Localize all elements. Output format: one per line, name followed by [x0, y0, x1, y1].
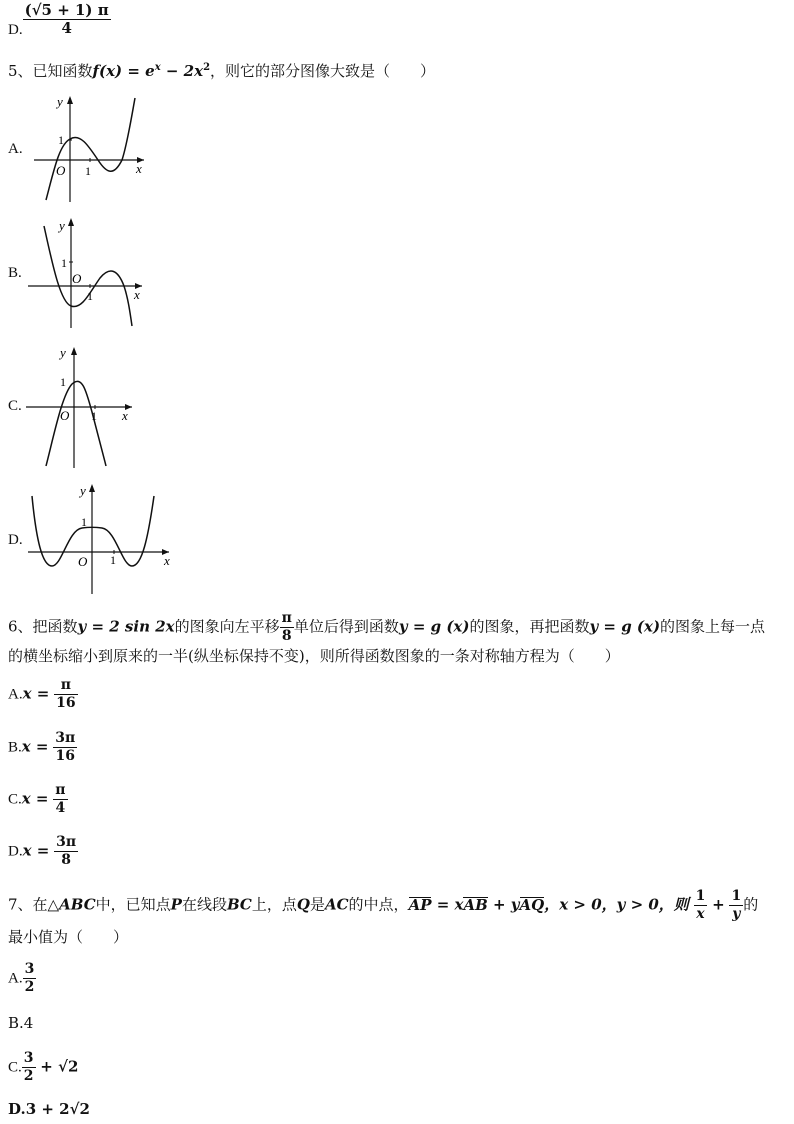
- q6-function-2: y = g (x): [398, 617, 470, 636]
- q6-function-1: y = 2 sin 2x: [77, 617, 175, 636]
- q6-option-c[interactable]: [8, 782, 68, 817]
- fraction-numerator: 1: [695, 888, 706, 904]
- q5-option-a-label[interactable]: A.: [8, 141, 23, 157]
- q7-stem-line1: [8, 888, 758, 923]
- q5-option-d-label[interactable]: D.: [8, 532, 23, 548]
- q7-fraction-1-over-x: [694, 888, 708, 923]
- q7-fraction-1-over-y: [729, 888, 743, 923]
- q7-option-d[interactable]: D.3 + 2√2: [8, 1100, 90, 1118]
- x-axis-label: x: [164, 553, 170, 568]
- y-one-label: 1: [60, 375, 66, 389]
- option-fraction: [54, 834, 78, 869]
- q7-text-b: 中，已知点: [95, 895, 171, 914]
- option-label: C.: [8, 1059, 22, 1076]
- q5-option-d-graph[interactable]: [24, 478, 179, 598]
- fraction-numerator: 3: [24, 961, 35, 977]
- y-one-label: 1: [81, 515, 87, 529]
- origin-label: O: [72, 271, 82, 286]
- q5-option-c-label[interactable]: C.: [8, 398, 22, 414]
- q6-option-b[interactable]: [8, 730, 77, 765]
- fraction-denominator: y: [729, 905, 743, 923]
- option-label: C.: [8, 791, 22, 808]
- q7-equals-x: = x: [431, 895, 464, 914]
- x-axis-label: x: [136, 161, 142, 176]
- origin-label: O: [60, 408, 70, 423]
- fraction-numerator: 3π: [56, 834, 77, 850]
- q7-vector-aq: AQ: [519, 895, 545, 914]
- y-axis-label: y: [80, 483, 86, 498]
- x-one-label: 1: [87, 289, 93, 303]
- q7-text-d: 上，点: [251, 895, 297, 914]
- y-one-label: 1: [61, 256, 67, 270]
- q6-text-a: 6、把函数: [8, 617, 78, 636]
- q7-conditions: ，x > 0，y > 0，则: [544, 895, 689, 914]
- y-axis-label: y: [60, 345, 66, 360]
- q7-vector-ab: AB: [463, 895, 488, 914]
- fraction-denominator: 8: [280, 627, 294, 645]
- fraction-numerator: 1: [731, 888, 742, 904]
- fraction-numerator: π: [60, 677, 71, 693]
- q6-text-d: 的图象，再把函数: [469, 617, 590, 636]
- fraction-denominator: 16: [56, 695, 76, 711]
- x-one-label: 1: [85, 164, 91, 178]
- q7-text-f: 的中点，: [348, 895, 409, 914]
- option-fraction: [53, 730, 77, 765]
- q7-plus-y: + y: [487, 895, 520, 914]
- option-lhs: x =: [21, 789, 49, 808]
- y-one-label: 1: [58, 133, 64, 147]
- q7-point-p: P: [170, 895, 182, 914]
- option-label: A.: [8, 686, 23, 703]
- y-axis-label: y: [57, 94, 63, 109]
- q6-text-b: 的图象向左平移: [174, 617, 280, 636]
- q6-option-a[interactable]: [8, 677, 78, 712]
- x-axis-label: x: [122, 408, 128, 423]
- option-fraction: [54, 677, 77, 712]
- q7-text-e: 是: [309, 895, 325, 914]
- fraction-denominator: 4: [23, 19, 111, 37]
- q7-triangle-abc: ABC: [59, 895, 96, 914]
- q6-text-e: 的图象上每一点: [660, 617, 766, 636]
- option-rest: + √2: [40, 1057, 79, 1076]
- fraction-numerator: 3: [23, 1050, 34, 1066]
- q7-stem-line2: 最小值为（ ）: [8, 928, 129, 946]
- q6-stem-line1: [8, 610, 765, 645]
- q7-text-g: 的: [743, 895, 759, 914]
- x-axis-label: x: [134, 287, 140, 302]
- q6-text-c: 单位后得到函数: [293, 617, 399, 636]
- q5-option-b-label[interactable]: B.: [8, 265, 22, 281]
- q7-point-q: Q: [296, 895, 310, 914]
- x-one-label: 1: [91, 409, 97, 423]
- x-one-label: 1: [110, 553, 116, 567]
- fraction-denominator: 8: [54, 851, 78, 869]
- q7-plus-sign: +: [712, 895, 725, 914]
- option-label: B.: [8, 739, 22, 756]
- q5-stem: [8, 60, 435, 81]
- option-lhs: x =: [21, 737, 49, 756]
- q6-shift-fraction: [280, 610, 294, 645]
- fraction-numerator: π: [281, 610, 292, 626]
- y-axis-label: y: [59, 218, 65, 233]
- q7-option-c[interactable]: [8, 1050, 78, 1085]
- option-lhs: x =: [22, 841, 50, 860]
- q5-prefix: 5、已知函数: [8, 62, 93, 80]
- q4-option-d-fraction: [23, 2, 111, 37]
- q7-option-b[interactable]: B.4: [8, 1014, 34, 1032]
- q5-suffix: ，则它的部分图像大致是（ ）: [210, 62, 436, 80]
- option-fraction: [22, 1050, 36, 1085]
- q6-function-3: y = g (x): [589, 617, 661, 636]
- q7-segment-bc: BC: [226, 895, 252, 914]
- q7-text-c: 在线段: [181, 895, 227, 914]
- fraction-numerator: (√5 + 1) π: [24, 1, 109, 19]
- fraction-numerator: 3π: [55, 730, 76, 746]
- q5-exponent-x: x: [154, 62, 161, 73]
- q4-option-d[interactable]: [8, 2, 111, 37]
- q5-option-c-graph[interactable]: [24, 340, 139, 470]
- q6-stem-line2: 的横坐标缩小到原来的一半(纵坐标保持不变)，则所得函数图象的一条对称轴方程为（ ）: [8, 647, 620, 665]
- q7-segment-ac: AC: [324, 895, 349, 914]
- fraction-numerator: π: [55, 782, 66, 798]
- q5-option-a-graph[interactable]: [24, 90, 154, 205]
- q7-vector-ap: AP: [408, 895, 432, 914]
- fraction-denominator: 16: [53, 747, 77, 765]
- q7-text-a: 7、在△: [8, 895, 60, 914]
- option-fraction: [23, 961, 37, 996]
- q5-exponent-2: 2: [203, 62, 211, 73]
- q5-function: f(x) = e: [92, 62, 155, 80]
- fraction-denominator: 4: [53, 799, 67, 817]
- option-label: A.: [8, 970, 23, 987]
- option-fraction: [53, 782, 67, 817]
- q7-option-a[interactable]: [8, 961, 36, 996]
- q6-option-d[interactable]: [8, 834, 78, 869]
- q4-option-d-label: D.: [8, 21, 23, 38]
- fraction-denominator: 2: [23, 1068, 34, 1084]
- fraction-denominator: 2: [24, 979, 35, 995]
- option-lhs: x =: [22, 684, 50, 703]
- origin-label: O: [56, 163, 66, 178]
- origin-label: O: [78, 554, 88, 569]
- q5-minus-term: − 2x: [160, 62, 204, 80]
- fraction-denominator: x: [694, 905, 708, 923]
- option-label: D.: [8, 843, 23, 860]
- q5-option-b-graph[interactable]: [24, 212, 154, 330]
